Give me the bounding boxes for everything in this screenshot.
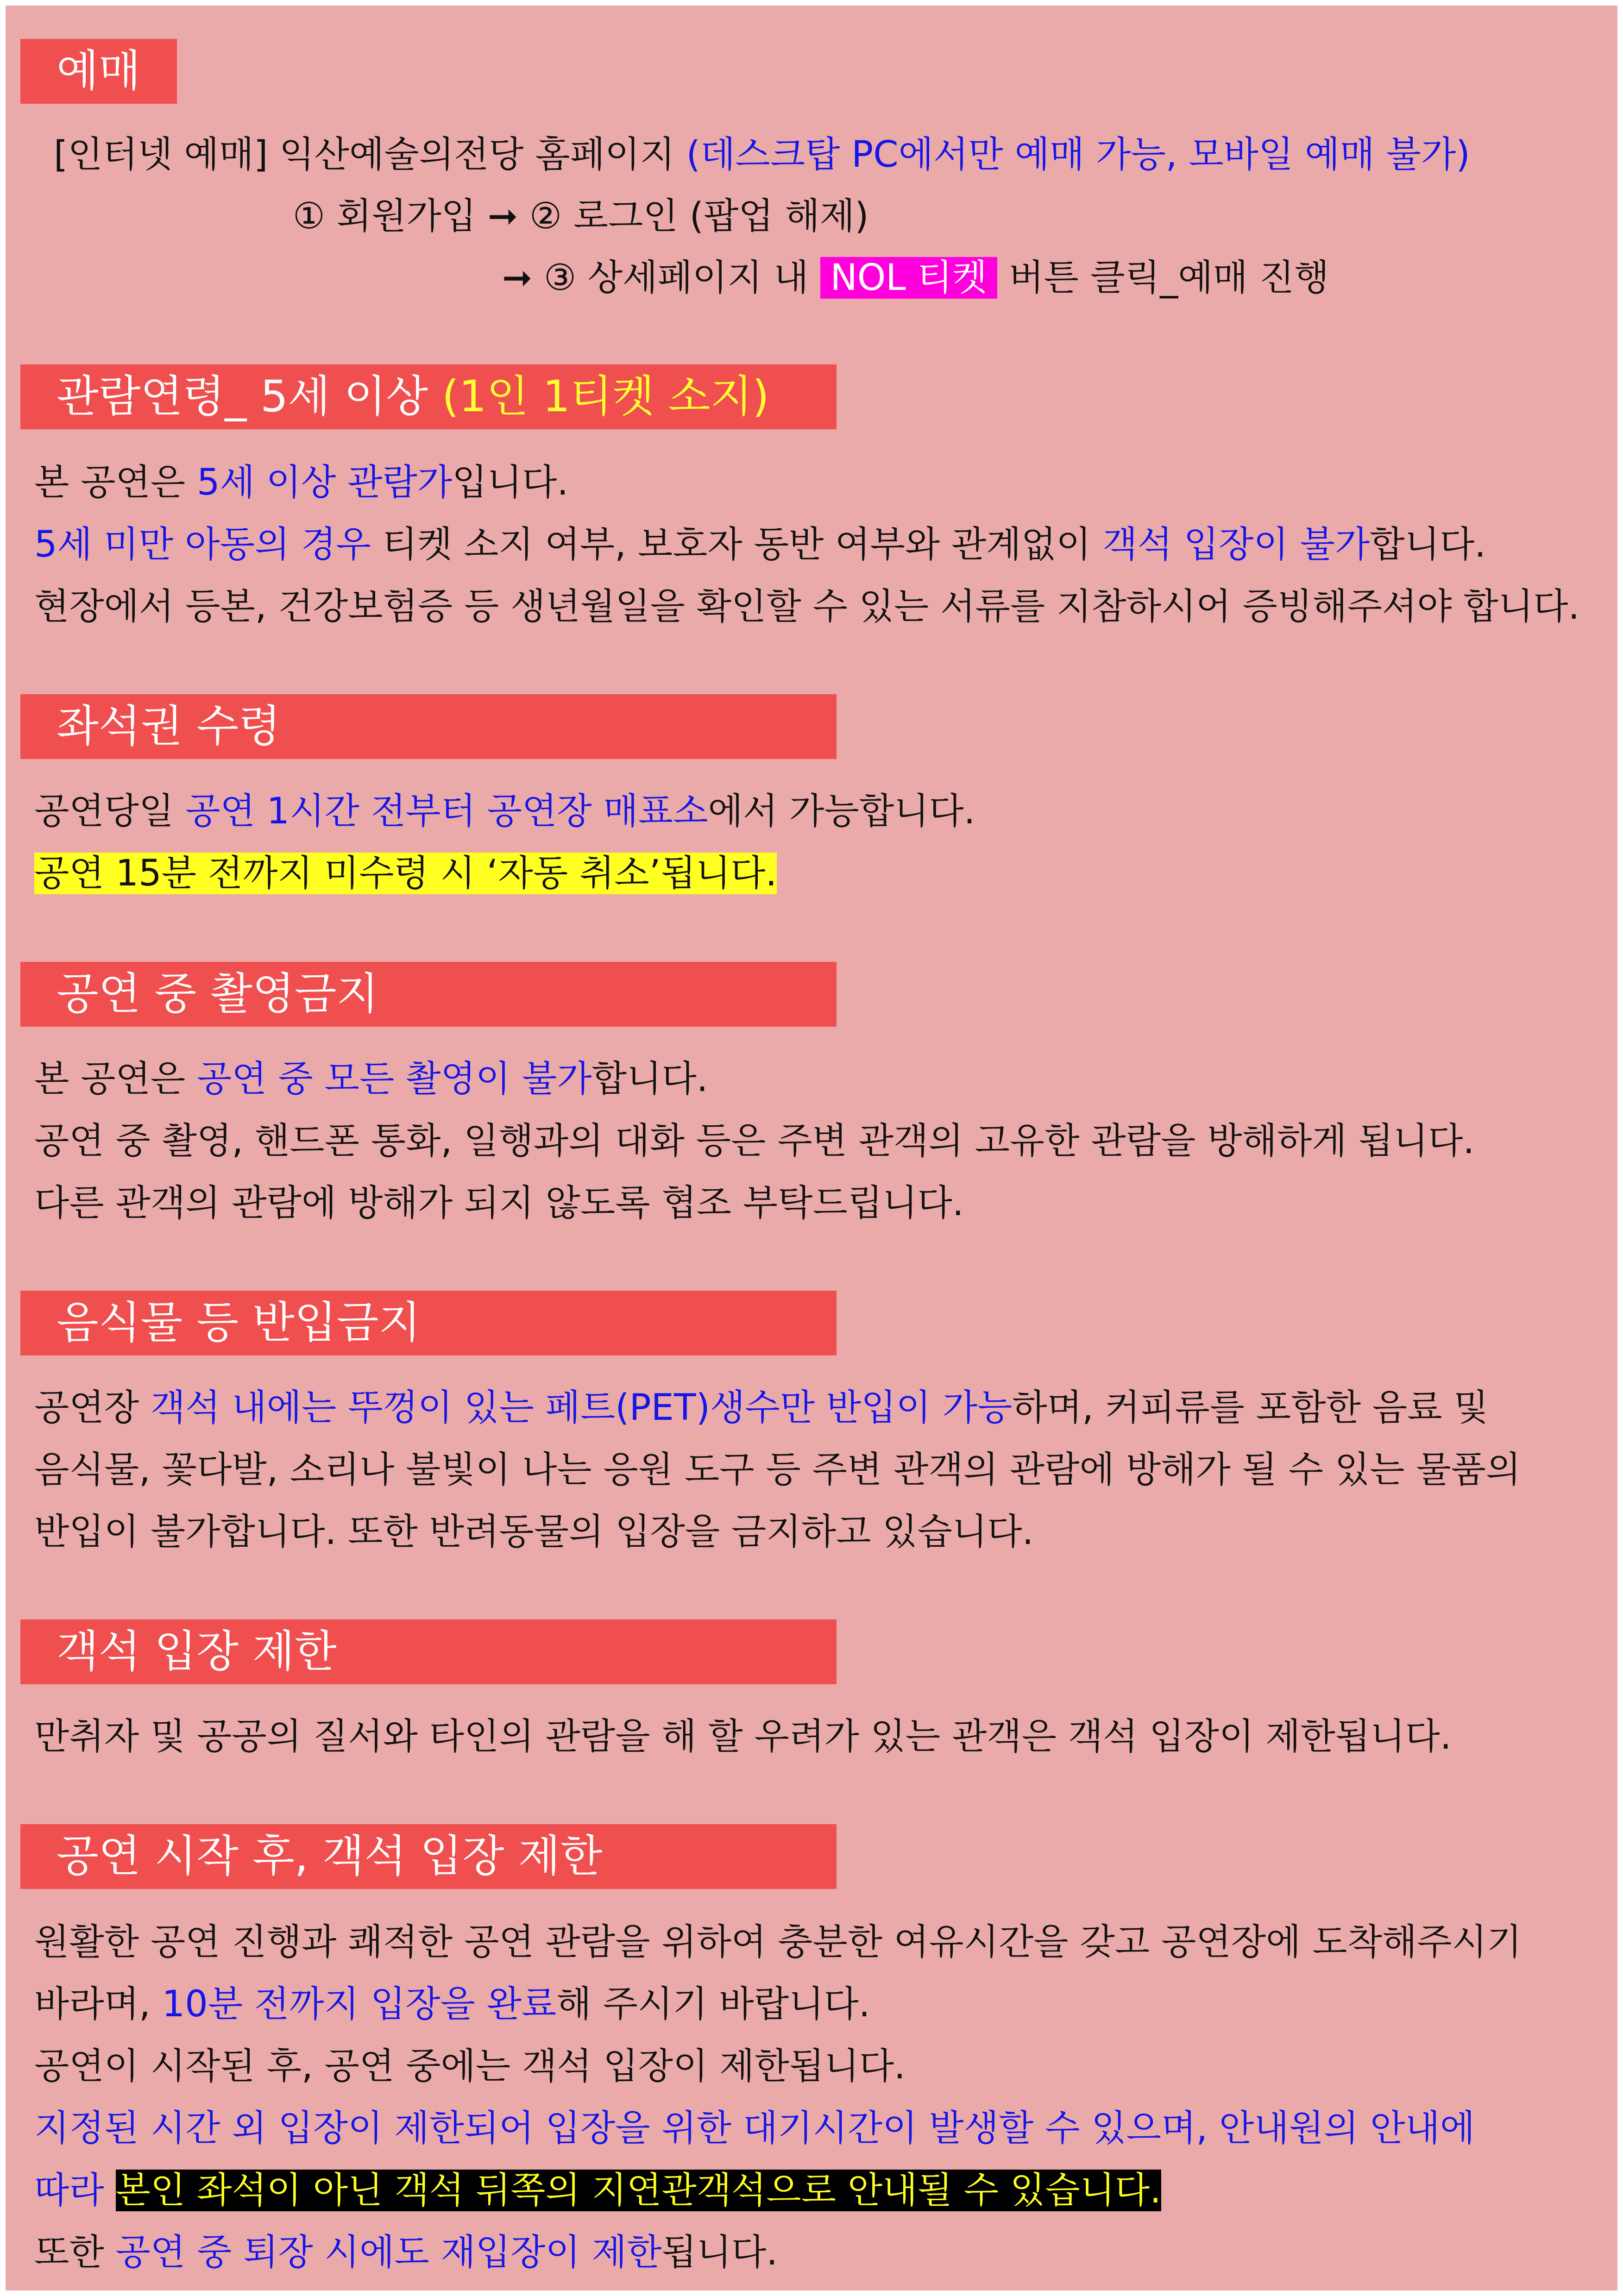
section-heading-food [20,1291,837,1355]
age-line-2 [34,521,1486,568]
text: 공연당일 [34,790,186,832]
text: 입니다. [452,462,569,503]
booking-line-3 [502,255,1329,301]
section-heading-restrict [20,1619,837,1684]
text: 음식물, 꽃다발, 소리나 불빛이 나는 응원 도구 등 주변 관객의 관람에 방해가 될 수 있는 물품의 [34,1449,1521,1491]
food-line-1 [34,1385,1489,1431]
text: 본 공연은 [34,462,197,503]
late-line-5 [34,2167,1161,2214]
photo-line-2 [34,1118,1474,1164]
ticket-line-2 [34,850,777,897]
text: 또한 [34,2232,116,2273]
text: 에서 가능합니다. [708,790,975,832]
restrict-line-1 [34,1713,1452,1760]
highlighted-warning: 본인 좌석이 아닌 객석 뒤쪽의 지연관객석으로 안내될 수 있습니다. [115,2170,1162,2211]
text: 하며, 커피류를 포함한 음료 및 [1012,1387,1489,1429]
photo-line-3 [34,1180,964,1226]
text: 원활한 공연 진행과 쾌적한 공연 관람을 위하여 충분한 여유시간을 갖고 공연장에 도착해주시기 [34,1921,1522,1963]
food-line-2 [34,1447,1521,1493]
text: ➞ ③ 상세페이지 내 [502,257,820,299]
highlight-text: 10분 전까지 입장을 완료 [162,1983,557,2025]
highlight-text: 공연 1시간 전부터 공연장 매표소 [185,790,708,832]
nol-ticket-badge: NOL 티켓 [820,257,998,299]
section-heading-late [20,1824,837,1889]
late-line-3 [34,2043,906,2089]
text: 합니다. [1370,524,1486,565]
section-heading-age [20,364,837,429]
highlight-text: 공연 중 모든 촬영이 불가 [196,1058,592,1100]
notice-page [6,6,1617,2290]
photo-line-1 [34,1056,708,1102]
text: 본 공연은 [34,1058,197,1100]
text: ① 회원가입 ➞ ② 로그인 (팝업 해제) [293,195,869,237]
highlight-text: (데스크탑 PC에서만 예매 가능, 모바일 예매 불가) [686,134,1470,176]
text: 다른 관객의 관람에 방해가 되지 않도록 협조 부탁드립니다. [34,1182,964,1224]
heading-text: 관람연령_ 5세 이상 [57,371,442,422]
highlight-text: 5세 미만 아동의 경우 [34,524,371,565]
text: 됩니다. [661,2232,778,2273]
booking-line-2 [293,193,869,239]
heading-text: 예매 [57,46,141,96]
heading-text: 좌석권 수령 [57,701,281,752]
text: 바라며, [34,1983,162,2025]
text: 티켓 소지 여부, 보호자 동반 여부와 관계없이 [371,524,1103,565]
late-line-1 [34,1919,1522,1965]
text: 공연장 [34,1387,151,1429]
highlight-text: 5세 이상 관람가 [196,462,453,503]
text: 해 주시기 바랍니다. [556,1983,870,2025]
section-heading-ticket [20,694,837,759]
highlight-text: 지정된 시간 외 입장이 제한되어 입장을 위한 대기시간이 발생할 수 있으며, 안내원의 안내에 [34,2108,1475,2149]
highlight-text: 객석 내에는 뚜껑이 있는 페트(PET)생수만 반입이 가능 [150,1387,1013,1429]
heading-text: 객석 입장 제한 [57,1626,337,1677]
food-line-3 [34,1509,1033,1555]
text: [인터넷 예매] 익산예술의전당 홈페이지 [54,134,686,176]
text: 버튼 클릭_예매 진행 [997,257,1329,299]
ticket-line-1 [34,788,975,834]
text: 공연 중 촬영, 핸드폰 통화, 일행과의 대화 등은 주변 관객의 고유한 관람을 방해하게 됩니다. [34,1120,1475,1162]
heading-text: 공연 시작 후, 객석 입장 제한 [57,1831,603,1882]
late-line-4 [34,2105,1475,2152]
section-heading-photo [20,962,837,1027]
highlighted-warning: 공연 15분 전까지 미수령 시 ‘자동 취소’됩니다. [34,853,777,894]
heading-note: (1인 1티켓 소지) [442,371,769,422]
highlight-text: 따라 [34,2170,116,2211]
late-line-2 [34,1981,870,2027]
section-heading-booking [20,39,177,104]
highlight-text: 객석 입장이 불가 [1102,524,1370,565]
booking-line-1 [54,132,1470,178]
heading-text: 음식물 등 반입금지 [57,1298,421,1348]
age-line-1 [34,459,568,506]
text: 현장에서 등본, 건강보험증 등 생년월일을 확인할 수 있는 서류를 지참하시어 증빙해주셔야 합니다. [34,586,1580,627]
text: 합니다. [591,1058,708,1100]
highlight-text: 공연 중 퇴장 시에도 재입장이 제한 [115,2232,662,2273]
text: 반입이 불가합니다. 또한 반려동물의 입장을 금지하고 있습니다. [34,1511,1034,1553]
text: 만취자 및 공공의 질서와 타인의 관람을 해 할 우려가 있는 관객은 객석 입장이 제한됩니다. [34,1716,1452,1757]
text: 공연이 시작된 후, 공연 중에는 객석 입장이 제한됩니다. [34,2045,906,2087]
age-line-3 [34,583,1579,630]
late-line-6 [34,2229,778,2276]
heading-text: 공연 중 촬영금지 [57,969,379,1019]
